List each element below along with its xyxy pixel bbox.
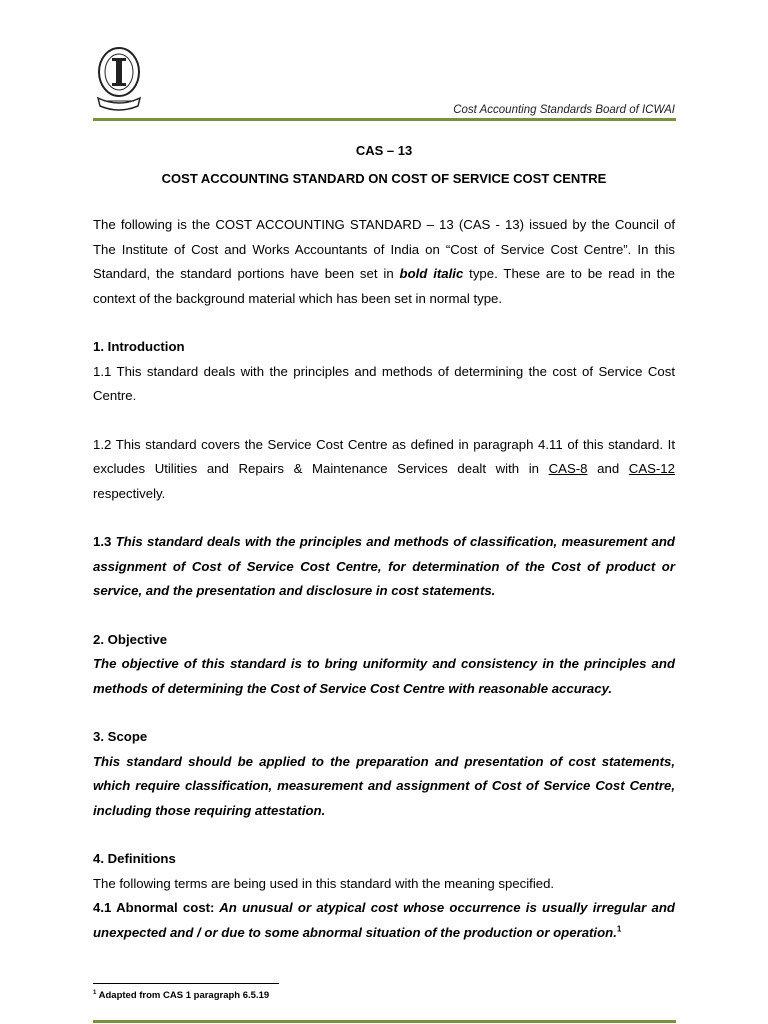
icwai-seal-logo (94, 46, 144, 112)
definition-4-1: 4.1 Abnormal cost: An unusual or atypical cost whose occurrence is usually irregular and unexpected and / or due to some abnormal situation of the production or operation.$^1$ (93, 900, 675, 940)
bold-italic-emphasis: bold italic (399, 266, 464, 281)
paragraph-1-1: 1.1 This standard deals with the principles and methods of determining the cost of Service Cost Centre. (93, 363, 675, 403)
standard-code: CAS – 13 (355, 143, 413, 158)
header-rule (93, 118, 676, 121)
section-heading-introduction: 1. Introduction (93, 339, 185, 354)
document-body (93, 137, 675, 945)
footnote: $^1$ Adapted from CAS 1 paragraph 6.5.19 (93, 989, 270, 1001)
intro-paragraph: The following is the COST ACCOUNTING STANDARD – 13 (CAS - 13) issued by the Council of The Institute of Cost and Works Accountants of India on “Cost of Service Cost Centre”. In this Standard, the standard portions have been set in bold italic type. These are to be read in the context of the background material which has been set in normal type. (93, 217, 675, 306)
scope-text: This standard should be applied to the preparation and presentation of cost statements, which require classification, measurement and assignment of Cost of Service Cost Centre, including those requiring attestation. (93, 753, 675, 818)
section-heading-definitions: 4. Definitions (93, 851, 176, 866)
footnote-rule (93, 983, 279, 984)
definition-term: 4.1 Abnormal cost: (93, 900, 215, 915)
objective-text: The objective of this standard is to bring uniformity and consistency in the principles and methods of determining the Cost of Service Cost Centre with reasonable accuracy. (93, 656, 675, 696)
paragraph-1-2: 1.2 This standard covers the Service Cost Centre as defined in paragraph 4.11 of this standard. It excludes Utilities and Repairs & Maintenance Services dealt with in CAS-8 and CAS-12 respectively. (93, 436, 675, 501)
board-name-header: Cost Accounting Standards Board of ICWAI (453, 104, 675, 116)
section-heading-scope: 3. Scope (93, 729, 148, 744)
cas-8-link[interactable]: CAS-8 (548, 461, 588, 476)
paragraph-1-3: 1.3 This standard deals with the principles and methods of classification, measurement and assignment of Cost of Service Cost Centre, for determination of the Cost of product or service, and the presentation and disclosure in cost statements. (93, 534, 675, 598)
footnote-ref[interactable]: 1 (616, 924, 622, 934)
footer-rule (93, 1020, 676, 1023)
cas-12-link[interactable]: CAS-12 (628, 461, 675, 476)
standard-title: COST ACCOUNTING STANDARD ON COST OF SERVICE COST CENTRE (161, 171, 607, 186)
section-heading-objective: 2. Objective (93, 631, 168, 647)
definitions-lead: The following terms are being used in this standard with the meaning specified. (93, 875, 555, 891)
